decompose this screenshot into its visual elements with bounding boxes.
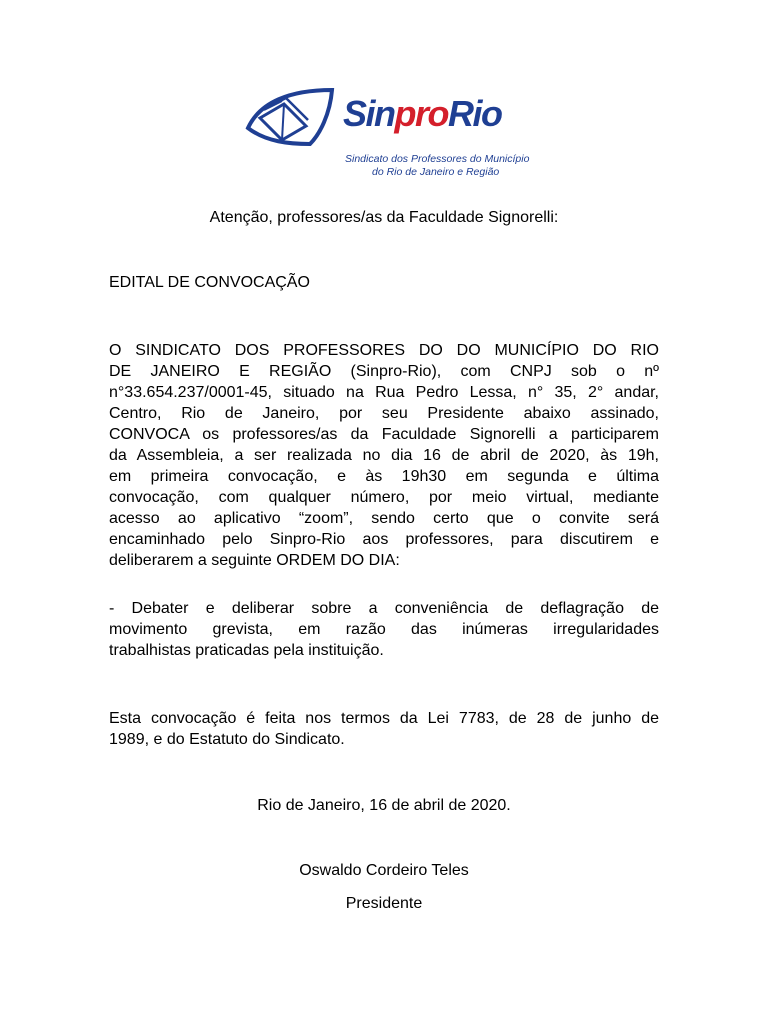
brand-subtitle-2: do Rio de Janeiro e Região	[372, 166, 500, 178]
body-line: CONVOCA os professores/as da Faculdade Signorelli a participarem	[109, 426, 659, 443]
convocation-body	[109, 340, 659, 571]
body-line: deliberarem a seguinte ORDEM DO DIA:	[109, 552, 400, 569]
place-date: Rio de Janeiro, 16 de abril de 2020.	[257, 797, 511, 814]
body-line: O SINDICATO DOS PROFESSORES DO DO MUNICÍPIO DO RIO	[109, 342, 659, 359]
body-line: n°33.654.237/0001-45, situado na Rua Pedro Lessa, n° 35, 2° andar,	[109, 384, 659, 401]
legal-basis	[109, 708, 659, 750]
book-icon	[240, 84, 336, 150]
agenda-item	[109, 598, 659, 661]
signatory-name: Oswaldo Cordeiro Teles	[299, 862, 469, 879]
greeting: Atenção, professores/as da Faculdade Signorelli:	[209, 209, 559, 226]
sinpro-rio-logo	[240, 82, 540, 182]
signatory-title: Presidente	[345, 895, 423, 912]
brand-name: SinproRio	[343, 93, 502, 134]
legal-line: 1989, e do Estatuto do Sindicato.	[109, 731, 345, 748]
body-line: DE JANEIRO E REGIÃO (Sinpro-Rio), com CNPJ sob o nº	[109, 363, 659, 380]
body-line: acesso ao aplicativo “zoom”, sendo certo que o convite será	[109, 510, 659, 527]
agenda-line: movimento grevista, em razão das inúmeras irregularidades	[109, 621, 659, 638]
body-line: encaminhado pelo Sinpro-Rio aos professores, para discutirem e	[109, 531, 659, 548]
agenda-line: trabalhistas praticadas pela instituição.	[109, 642, 384, 659]
brand-subtitle-1: Sindicato dos Professores do Município	[345, 153, 530, 165]
body-line: Centro, Rio de Janeiro, por seu Presidente abaixo assinado,	[109, 405, 659, 422]
body-line: convocação, com qualquer número, por meio virtual, mediante	[109, 489, 659, 506]
document-heading: EDITAL DE CONVOCAÇÃO	[109, 274, 310, 291]
legal-line: Esta convocação é feita nos termos da Lei 7783, de 28 de junho de	[109, 710, 659, 727]
body-line: da Assembleia, a ser realizada no dia 16 de abril de 2020, às 19h,	[109, 447, 659, 464]
agenda-line: - Debater e deliberar sobre a conveniência de deflagração de	[109, 600, 659, 617]
body-line: em primeira convocação, e às 19h30 em segunda e última	[109, 468, 659, 485]
